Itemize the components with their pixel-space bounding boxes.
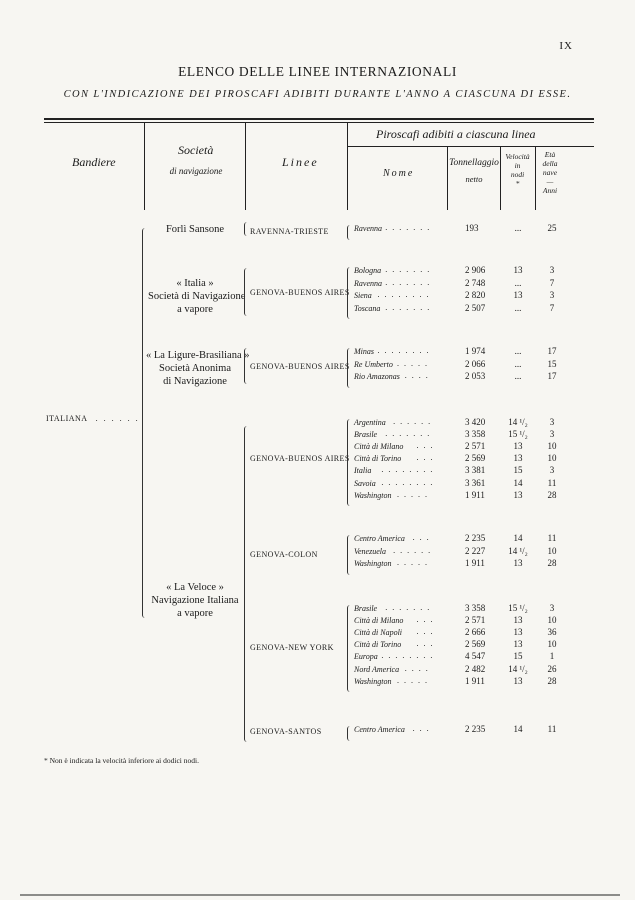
eta-label: Età [544,150,556,159]
tonnage-value: 1 974 [465,346,486,356]
speed-value: 13 [513,265,523,275]
ship-name: Città di Torino [354,640,402,650]
footnote: * Non è indicata la velocità inferiore ai dodici nodi. [44,756,199,765]
speed-value: 13 [513,675,523,686]
ship-group-brace [347,726,352,741]
leader-dots: . . . [412,533,431,542]
tonnage-value: 2 507 [465,302,486,313]
leader-dots: . . . . . . . . [381,465,434,475]
speed-value: ... [514,277,522,288]
flag-label [46,414,140,423]
leader-dots: . . . . . [397,558,429,567]
age-value: 10 [547,453,557,464]
ship-name: Washington [354,490,392,500]
company-line: « Italia » [176,278,214,289]
company-veloce [148,581,242,620]
age-value: 11 [547,477,557,488]
route-label: GENOVA-NEW YORK [250,643,334,652]
ship-name: Bologna [354,266,382,275]
age-value: 15 [547,358,557,369]
tonnage-value: 2 571 [465,615,486,626]
speed-value: ... [514,371,522,381]
age-value: 3 [549,465,555,476]
company-brace [244,222,249,236]
tonnage-value: 193 [465,223,479,233]
speed-value: 13 [513,639,523,650]
top-rule-thick [44,118,594,120]
company-line: Forlì Sansone [165,224,225,235]
company-forli [148,223,242,236]
header-divider [347,122,348,210]
leader-dots: . . . . . . . . [381,651,434,661]
tonnage-value: 2 906 [465,265,486,275]
leader-dots: . . . . . . . . [377,346,430,355]
ship-name: Rio Amazonas [354,372,400,381]
header-divider [144,122,145,210]
age-value: 3 [549,603,555,613]
leader-dots: . . . . . . . [385,429,431,439]
age-value: 10 [547,545,557,556]
company-line: a vapore [177,304,213,315]
tonnage-value: 2 569 [465,453,486,464]
leader-dots: . . . . . . . . [381,477,434,487]
tonnellaggio-label: Tonnellaggio [449,158,499,168]
age-value: 7 [549,302,555,313]
ship-name: Minas [354,347,374,356]
ship-name: Siena [354,291,372,300]
route-label: RAVENNA-TRIESTE [250,227,329,236]
ship-group-brace [347,535,352,575]
velocita-nodi: nodi [510,170,525,179]
company-brace [244,426,249,742]
ship-name: Città di Napoli [354,628,403,638]
tonnage-value: 4 547 [465,651,486,662]
leader-dots: . . . . . . . [385,603,431,612]
flag-brace [142,228,147,618]
header-divider [245,122,246,210]
speed-value: 13 [513,489,523,500]
tonnage-value: 3 358 [465,603,486,613]
col-header-piroscafi: Piroscafi adibiti a ciascuna linea [376,127,536,141]
speed-value: 14 ¹/₂ [508,545,528,556]
ship-name: Città di Milano [354,442,404,452]
tonnage-value: 1 911 [465,489,485,500]
ship-group-brace [347,605,352,692]
col-header-tonnellaggio [448,158,500,184]
tonnage-value: 3 381 [465,465,486,476]
leader-dots: . . . [412,724,431,733]
bottom-edge [20,894,620,896]
col-header-eta [536,150,564,195]
ship-name: Re Umberto [354,359,393,369]
speed-value: ... [514,302,522,313]
age-value: 11 [547,724,557,734]
page-number: IX [559,40,573,52]
company-line: Società Anonima [158,363,232,374]
leader-dots: . . . . [404,663,430,673]
age-value: 10 [547,615,557,626]
company-line: a vapore [177,608,213,619]
tonnage-value: 2 235 [465,724,486,734]
tonnage-value: 2 227 [465,545,486,556]
ship-name: Ravenna [354,278,382,288]
company-ligure [146,349,250,388]
col-header-societa: Società [178,143,214,157]
age-value: 3 [549,429,555,440]
ship-name: Italia [354,466,372,476]
speed-value: 13 [513,558,523,568]
leader-dots: . . . [416,639,434,649]
age-value: 10 [547,639,557,650]
eta-nave: nave [542,168,558,177]
tonnage-value: 2 482 [465,663,486,674]
speed-value: 15 ¹/₂ [508,429,528,440]
ship-name: Città di Torino [354,454,402,464]
tonnellaggio-sub: netto [465,174,483,184]
route-label: GENOVA-BUENOS AIRES [250,288,350,297]
speed-value: ... [514,346,522,356]
ship-name: Argentina [354,418,386,427]
age-value: 26 [547,663,557,674]
age-value: 10 [547,441,557,452]
tonnage-value: 2 569 [465,639,486,650]
age-value: 28 [547,675,557,686]
tonnage-value: 2 666 [465,627,486,638]
speed-value: 14 ¹/₂ [508,663,528,674]
leader-dots: . . . . . [397,358,429,368]
speed-value: 13 [513,615,523,626]
flag-name: ITALIANA [46,414,88,423]
top-rule-thin [44,122,594,123]
tonnage-value: 3 361 [465,477,486,488]
leader-dots: . . . [416,615,434,625]
ship-group-brace [347,419,352,506]
age-value: 7 [549,277,555,288]
speed-value: 13 [513,627,523,638]
col-header-bandiere: Bandiere [72,155,116,169]
speed-value: 13 [513,453,523,464]
leader-dots: . . . [416,441,434,451]
ship-name: Brasile [354,604,378,613]
age-value: 3 [549,290,555,300]
tonnage-value: 2 053 [465,371,486,381]
age-value: 28 [547,558,557,568]
eta-anni: Anni [542,186,558,195]
leader-dots: . . . . . [397,489,429,499]
speed-value: ... [514,358,522,369]
leader-dots: . . . [416,453,434,463]
speed-value: 14 [513,533,523,543]
age-value: 28 [547,489,557,500]
speed-value: 13 [513,441,523,452]
company-line: « La Ligure-Brasiliana » [146,350,250,361]
age-value: 1 [549,651,555,662]
header-subrule [347,146,594,147]
company-italia [148,277,246,316]
age-value: 3 [549,417,555,427]
speed-value: 14 [513,724,523,734]
col-header-linee: Linee [282,155,319,169]
tonnage-value: 3 420 [465,417,486,427]
velocita-label: Velocità [505,152,530,161]
company-line: Navigazione Italiana [151,595,239,606]
ship-name: Venezuela [354,546,386,556]
ship-group-brace [347,225,352,240]
speed-value: 14 ¹/₂ [508,417,528,427]
speed-value: 15 ¹/₂ [508,603,528,613]
eta-dash: — [546,177,554,186]
age-value: 11 [547,533,557,543]
route-label: GENOVA-SANTOS [250,727,322,736]
tonnage-value: 2 571 [465,441,486,452]
age-value: 36 [547,627,557,638]
age-value: 3 [549,265,555,275]
ship-name: Nord America [354,664,400,674]
ship-name: Centro America [354,534,405,543]
leader-dots: . . . . . . . . [377,290,430,299]
speed-value: ... [514,223,522,233]
leader-dots: . . . [416,627,434,637]
ship-name: Europa [354,652,378,662]
eta-della: della [542,159,558,168]
company-brace [244,348,249,384]
speed-value: 15 [513,465,523,476]
age-value: 17 [547,346,557,356]
flag-dots: . . . . . . [95,414,140,423]
leader-dots: . . . . . . . [385,265,431,274]
ship-name: Savoia [354,478,376,488]
col-header-nome: Nome [383,168,415,179]
tonnage-value: 2 748 [465,277,486,288]
speed-value: 14 [513,477,523,488]
ship-name: Centro America [354,725,405,734]
tonnage-value: 1 911 [465,558,485,568]
age-value: 25 [547,223,557,233]
speed-value: 15 [513,651,523,662]
col-header-velocita [500,152,535,188]
leader-dots: . . . . . [397,675,429,685]
ship-name: Washington [354,676,392,686]
age-value: 17 [547,371,557,381]
ship-name: Brasile [354,430,378,440]
tonnage-value: 2 066 [465,358,486,369]
route-label: GENOVA-COLON [250,550,318,559]
tonnage-value: 3 358 [465,429,486,440]
leader-dots: . . . . . . [393,545,432,555]
page-title: ELENCO DELLE LINEE INTERNAZIONALI [178,64,457,79]
leader-dots: . . . . . . . [385,302,431,312]
route-label: GENOVA-BUENOS AIRES [250,362,350,371]
leader-dots: . . . . . . . [385,277,431,287]
ship-name: Washington [354,559,392,568]
tonnage-value: 2 820 [465,290,486,300]
page-subtitle: CON L'INDICAZIONE DEI PIROSCAFI ADIBITI DURANTE L'ANNO A CIASCUNA DI ESSE. [63,89,572,100]
company-line: di Navigazione [163,376,227,387]
leader-dots: . . . . [404,371,430,380]
leader-dots: . . . . . . . [385,223,431,232]
company-line: Società di Navigazione [148,291,246,302]
ship-name: Toscana [354,303,381,313]
tonnage-value: 2 235 [465,533,486,543]
velocita-in: in [514,161,521,170]
company-line: « La Veloce » [166,582,224,593]
company-brace [244,268,249,316]
col-header-societa-sub: di navigazione [169,166,223,176]
velocita-asterisk: * [515,179,520,188]
tonnage-value: 1 911 [465,675,485,686]
ship-group-brace [347,348,352,388]
leader-dots: . . . . . . [393,417,432,426]
ship-group-brace [347,267,352,319]
speed-value: 13 [513,290,523,300]
ship-name: Città di Milano [354,616,404,626]
ship-name: Ravenna [354,224,382,233]
route-label: GENOVA-BUENOS AIRES [250,454,350,463]
